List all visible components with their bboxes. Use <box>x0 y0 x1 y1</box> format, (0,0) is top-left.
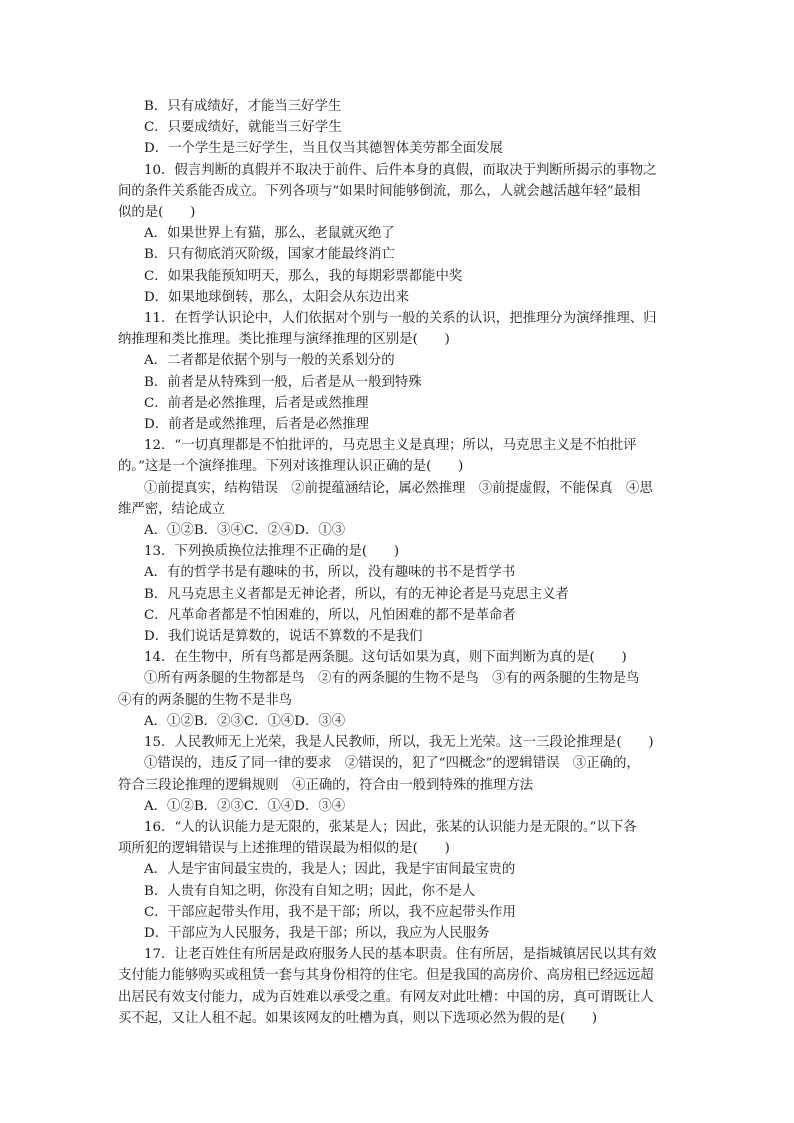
text-line: C．如果我能预知明天，那么，我的每期彩票都能中奖 <box>144 268 463 284</box>
text-line: B．前者是从特殊到一般，后者是从一般到特殊 <box>144 374 422 390</box>
text-line: B．只有成绩好，才能当三好学生 <box>144 99 342 114</box>
text-line: 项所犯的逻辑错误与上述推理的错误最为相似的是( ) <box>118 841 450 857</box>
text-line: D．我们说话是算数的，说话不算数的不是我们 <box>144 629 423 645</box>
text-line: 17．让老百姓住有所居是政府服务人民的基本职责。住有所居，是指城镇居民以其有效 <box>144 947 657 963</box>
text-line: C．前者是必然推理，后者是或然推理 <box>144 395 369 411</box>
text-line: A．二者都是依据个别与一般的关系划分的 <box>144 353 395 369</box>
text-line: 买不起，又让人租不起。如果该网友的吐槽为真，则以下选项必然为假的是( ) <box>118 1010 598 1026</box>
text-line: A．有的哲学书是有趣味的书，所以，没有趣味的书不是哲学书 <box>144 565 516 581</box>
text-line: 13．下列换质换位法推理不正确的是( ) <box>144 544 400 560</box>
text-line: ④有的两条腿的生物不是非鸟 <box>118 692 293 708</box>
text-line: A．如果世界上有猫，那么，老鼠就灭绝了 <box>144 226 395 242</box>
text-line: D．干部应为人民服务，我是干部；所以，我应为人民服务 <box>144 925 490 941</box>
text-line: B．凡马克思主义者都是无神论者，所以，有的无神论者是马克思主义者 <box>144 586 569 602</box>
text-line: B．只有彻底消灭阶级，国家才能最终消亡 <box>144 247 395 263</box>
text-line: 的。”这是一个演绎推理。下列对该推理认识正确的是( ) <box>118 459 464 475</box>
text-line: D．前者是或然推理，后者是必然推理 <box>144 417 369 433</box>
text-line: A．①②B．③④C．②④D．①③ <box>144 523 346 539</box>
text-line: 16．“人的认识能力是无限的，张某是人；因此，张某的认识能力是无限的。”以下各 <box>144 819 637 835</box>
text-line: 15．人民教师无上光荣，我是人民教师，所以，我无上光荣。这一三段论推理是( ) <box>144 735 654 751</box>
text-line: 维严密，结论成立 <box>118 501 226 517</box>
text-line: C．凡革命者都是不怕困难的，所以，凡怕困难的都不是革命者 <box>144 607 516 623</box>
text-line: 支付能力能够购买或租赁一套与其身份相符的住宅。但是我国的高房价、高房租已经远远超 <box>118 968 654 984</box>
text-line: 11．在哲学认识论中，人们依据对个别与一般的关系的认识，把推理分为演绎推理、归 <box>144 311 657 327</box>
text-line: C．只要成绩好，就能当三好学生 <box>144 120 342 136</box>
text-line: 符合三段论推理的逻辑规则 ④正确的，符合由一般到特殊的推理方法 <box>118 777 534 793</box>
text-line: D．一个学生是三好学生，当且仅当其德智体美劳都全面发展 <box>144 141 503 157</box>
text-line: C．干部应起带头作用，我不是干部；所以，我不应起带头作用 <box>144 904 516 920</box>
text-line: 纳推理和类比推理。类比推理与演绎推理的区别是( ) <box>118 332 450 348</box>
text-line: 出居民有效支付能力，成为百姓难以承受之重。有网友对此吐槽：中国的房，真可谓既让人 <box>118 989 654 1005</box>
text-line: 间的条件关系能否成立。下列各项与“如果时间能够倒流，那么，人就会越活越年轻”最相 <box>118 183 641 199</box>
text-line: 14．在生物中，所有鸟都是两条腿。这句话如果为真，则下面判断为真的是( ) <box>144 650 627 666</box>
text-line: 似的是( ) <box>118 205 196 221</box>
text-line: 10．假言判断的真假并不取决于前件、后件本身的真假，而取决于判断所揭示的事物之 <box>144 162 657 178</box>
text-line: ①错误的，违反了同一律的要求 ②错误的，犯了“四概念”的逻辑错误 ③正确的， <box>144 756 640 772</box>
text-line: A．人是宇宙间最宝贵的，我是人；因此，我是宇宙间最宝贵的 <box>144 862 516 878</box>
text-line: D．如果地球倒转，那么，太阳会从东边出来 <box>144 289 410 305</box>
text-line: ①所有两条腿的生物都是鸟 ②有的两条腿的生物不是鸟 ③有的两条腿的生物是鸟 <box>144 671 640 687</box>
text-line: ①前提真实，结构错误 ②前提蕴涵结论，属必然推理 ③前提虚假，不能保真 ④思 <box>144 480 653 496</box>
text-line: A．①②B．②③C．①④D．③④ <box>144 798 346 814</box>
text-line: A．①②B．②③C．①④D．③④ <box>144 713 346 729</box>
text-line: B．人贵有自知之明，你没有自知之明；因此，你不是人 <box>144 883 476 899</box>
document-page <box>118 96 680 1029</box>
text-line: 12．“一切真理都是不怕批评的，马克思主义是真理；所以，马克思主义是不怕批评 <box>144 438 637 454</box>
